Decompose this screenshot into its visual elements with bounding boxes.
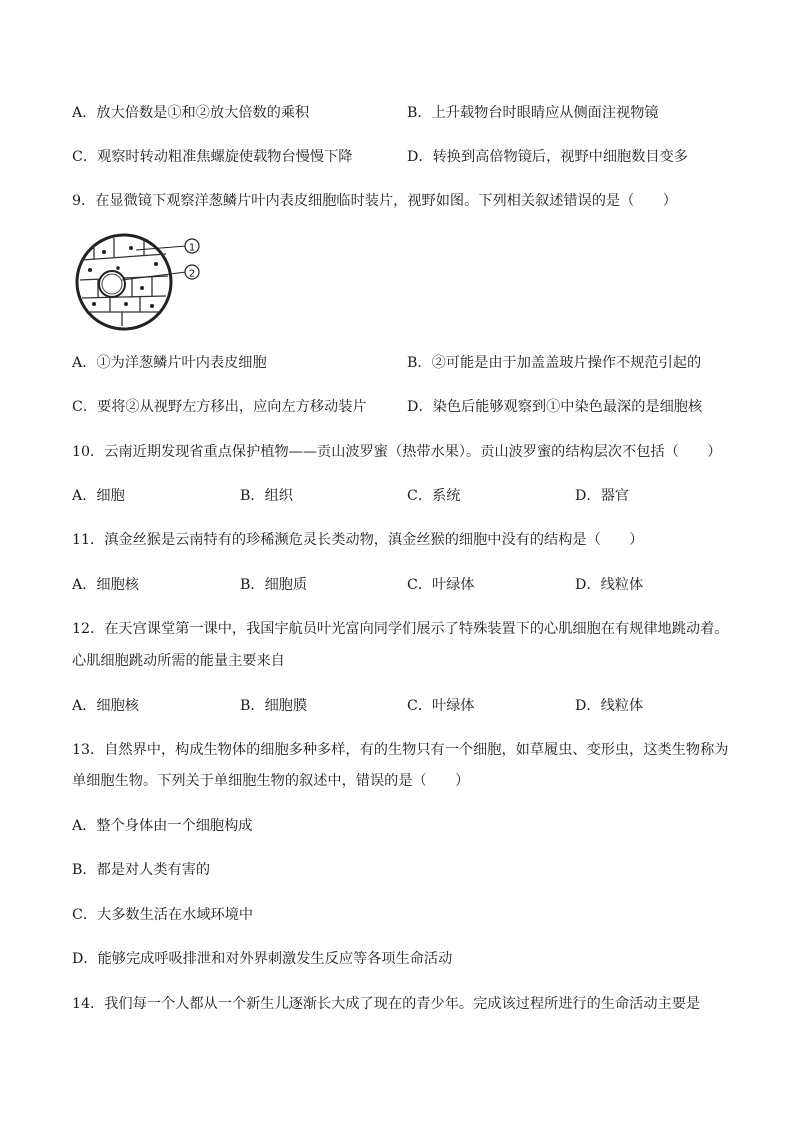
svg-text:2: 2 bbox=[188, 268, 196, 280]
microscope-field-diagram bbox=[74, 232, 214, 334]
q9-option-b: B．②可能是由于加盖盖玻片操作不规范引起的 bbox=[407, 355, 702, 371]
q12-option-a: A．细胞核 bbox=[72, 698, 139, 714]
q12-stem-line2: 心肌细胞跳动所需的能量主要来自 bbox=[72, 653, 285, 669]
q10-option-b: B．组织 bbox=[240, 488, 293, 504]
q11-option-c: C．叶绿体 bbox=[407, 577, 475, 593]
q9-stem: 9．在显微镜下观察洋葱鳞片叶内表皮细胞临时装片，视野如图。下列相关叙述错误的是（ ） bbox=[72, 193, 677, 209]
q10-stem: 10．云南近期发现省重点保护植物——贡山波罗蜜（热带水果）。贡山波罗蜜的结构层次不包括（ ） bbox=[72, 444, 722, 460]
microscope-field-figure bbox=[74, 232, 214, 334]
q12-option-c: C．叶绿体 bbox=[407, 698, 475, 714]
q8-option-d: D．转换到高倍物镜后，视野中细胞数目变多 bbox=[407, 149, 688, 165]
q9-option-d: D．染色后能够观察到①中染色最深的是细胞核 bbox=[407, 399, 703, 415]
q9-option-a: A．①为洋葱鳞片叶内表皮细胞 bbox=[72, 355, 267, 371]
q13-stem-line2: 单细胞生物。下列关于单细胞生物的叙述中，错误的是（ ） bbox=[72, 773, 470, 789]
q14-stem-line1: 14．我们每一个人都从一个新生儿逐渐长大成了现在的青少年。完成该过程所进行的生命活动主要是 bbox=[72, 996, 701, 1012]
q13-option-c: C．大多数生活在水域环境中 bbox=[72, 907, 254, 923]
q13-option-a: A．整个身体由一个细胞构成 bbox=[72, 818, 253, 834]
q11-option-a: A．细胞核 bbox=[72, 577, 139, 593]
q12-option-b: B．细胞膜 bbox=[240, 698, 308, 714]
q10-option-c: C．系统 bbox=[407, 488, 461, 504]
q8-option-a: A．放大倍数是①和②放大倍数的乘积 bbox=[72, 105, 310, 121]
q11-stem: 11．滇金丝猴是云南特有的珍稀濒危灵长类动物，滇金丝猴的细胞中没有的结构是（ ） bbox=[72, 532, 644, 548]
q13-option-d: D．能够完成呼吸排泄和对外界刺激发生反应等各项生命活动 bbox=[72, 951, 453, 967]
q11-option-b: B．细胞质 bbox=[240, 577, 308, 593]
q8-option-b: B．上升载物台时眼睛应从侧面注视物镜 bbox=[407, 105, 659, 121]
q10-option-d: D．器官 bbox=[575, 488, 629, 504]
q12-stem-line1: 12．在天宫课堂第一课中，我国宇航员叶光富向同学们展示了特殊装置下的心肌细胞在有规律地跳动着。 bbox=[72, 621, 729, 637]
svg-text:1: 1 bbox=[188, 242, 196, 254]
q13-stem-line1: 13．自然界中，构成生物体的细胞多种多样，有的生物只有一个细胞，如草履虫、变形虫，这类生物称为 bbox=[72, 742, 729, 758]
q11-option-d: D．线粒体 bbox=[575, 577, 644, 593]
q9-option-c: C．要将②从视野左方移出，应向左方移动装片 bbox=[72, 399, 367, 415]
q8-option-c: C．观察时转动粗准焦螺旋使载物台慢慢下降 bbox=[72, 149, 353, 165]
q12-option-d: D．线粒体 bbox=[575, 698, 644, 714]
q13-option-b: B．都是对人类有害的 bbox=[72, 862, 211, 878]
q10-option-a: A．细胞 bbox=[72, 488, 125, 504]
